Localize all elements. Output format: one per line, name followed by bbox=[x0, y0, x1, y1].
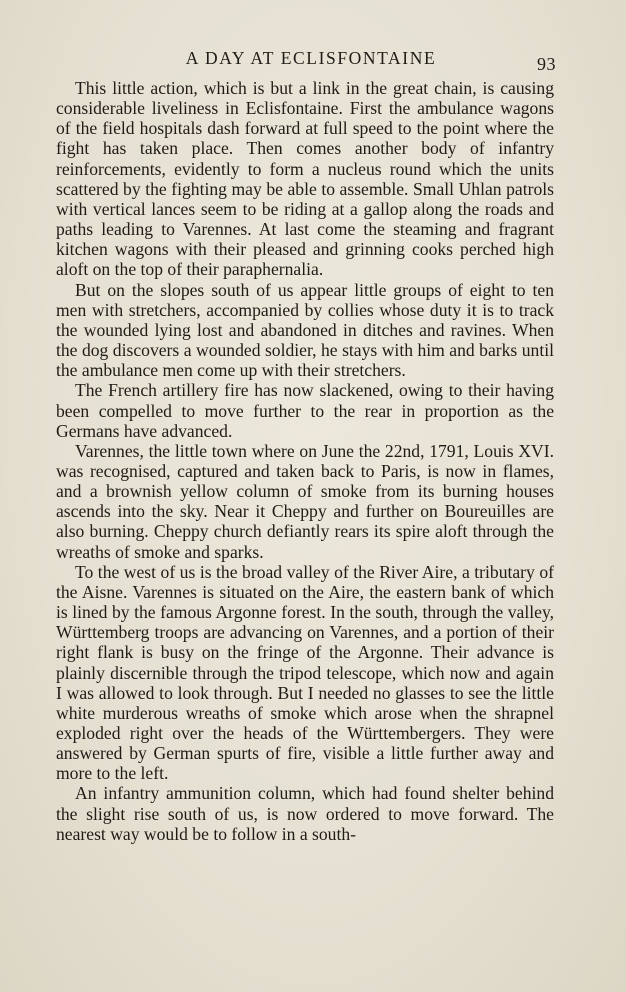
paragraph: The French artillery fire has now slackened, owing to their having been compelled to move further to the rear in proportion as the Germans have advanced. bbox=[56, 380, 554, 441]
paragraph: An infantry ammunition column, which had found shelter behind the slight rise south of us, is now ordered to move forward. The nearest way would be to follow in a south- bbox=[56, 783, 554, 844]
paragraph: Varennes, the little town where on June the 22nd, 1791, Louis XVI. was recognised, captured and taken back to Paris, is now in flames, and a brownish yellow column of smoke from its burning houses ascends into the sky. Near it Cheppy and further on Boureuilles are also burning. Cheppy church defiantly rears its spire aloft through the wreaths of smoke and sparks. bbox=[56, 440, 554, 562]
page-number: 93 bbox=[537, 54, 556, 74]
chapter-title: A DAY AT ECLISFONTAINE bbox=[185, 48, 437, 68]
body-text bbox=[56, 78, 554, 844]
paragraph: But on the slopes south of us appear little groups of eight to ten men with stretchers, accompanied by collies whose duty it is to track the wounded lying lost and abandoned in ditches and ravines. When the dog discovers a wounded soldier, he stays with him and barks until the ambulance men come up with their stretchers. bbox=[56, 279, 554, 381]
book-page bbox=[56, 44, 554, 844]
paragraph: To the west of us is the broad valley of the River Aire, a tributary of the Aisne. Varennes is situated on the Aire, the eastern bank of which is lined by the famous Argonne forest. In the south, through the valley, Württemberg troops are advancing on Varennes, and a portion of their right flank is busy on the fringe of the Argonne. Their advance is plainly discernible through the tripod telescope, which now and again I was allowed to look through. But I needed no glasses to see the little white murderous wreaths of smoke which arose when the shrapnel exploded right over the heads of the Württembergers. They were answered by German spurts of fire, visible a little further away and more to the left. bbox=[56, 561, 554, 784]
paragraph: This little action, which is but a link in the great chain, is causing considerable liveliness in Eclisfontaine. First the ambulance wagons of the field hospitals dash forward at full speed to the point where the fight has taken place. Then comes another body of infantry reinforcements, evidently to form a nucleus round which the units scattered by the fighting may be able to assemble. Small Uhlan patrols with vertical lances seem to be riding at a gallop along the roads and paths leading to Varennes. At last come the steaming and fragrant kitchen wagons with their pleased and grinning cooks perched high aloft on the top of their paraphernalia. bbox=[56, 78, 554, 280]
running-head bbox=[56, 44, 554, 74]
